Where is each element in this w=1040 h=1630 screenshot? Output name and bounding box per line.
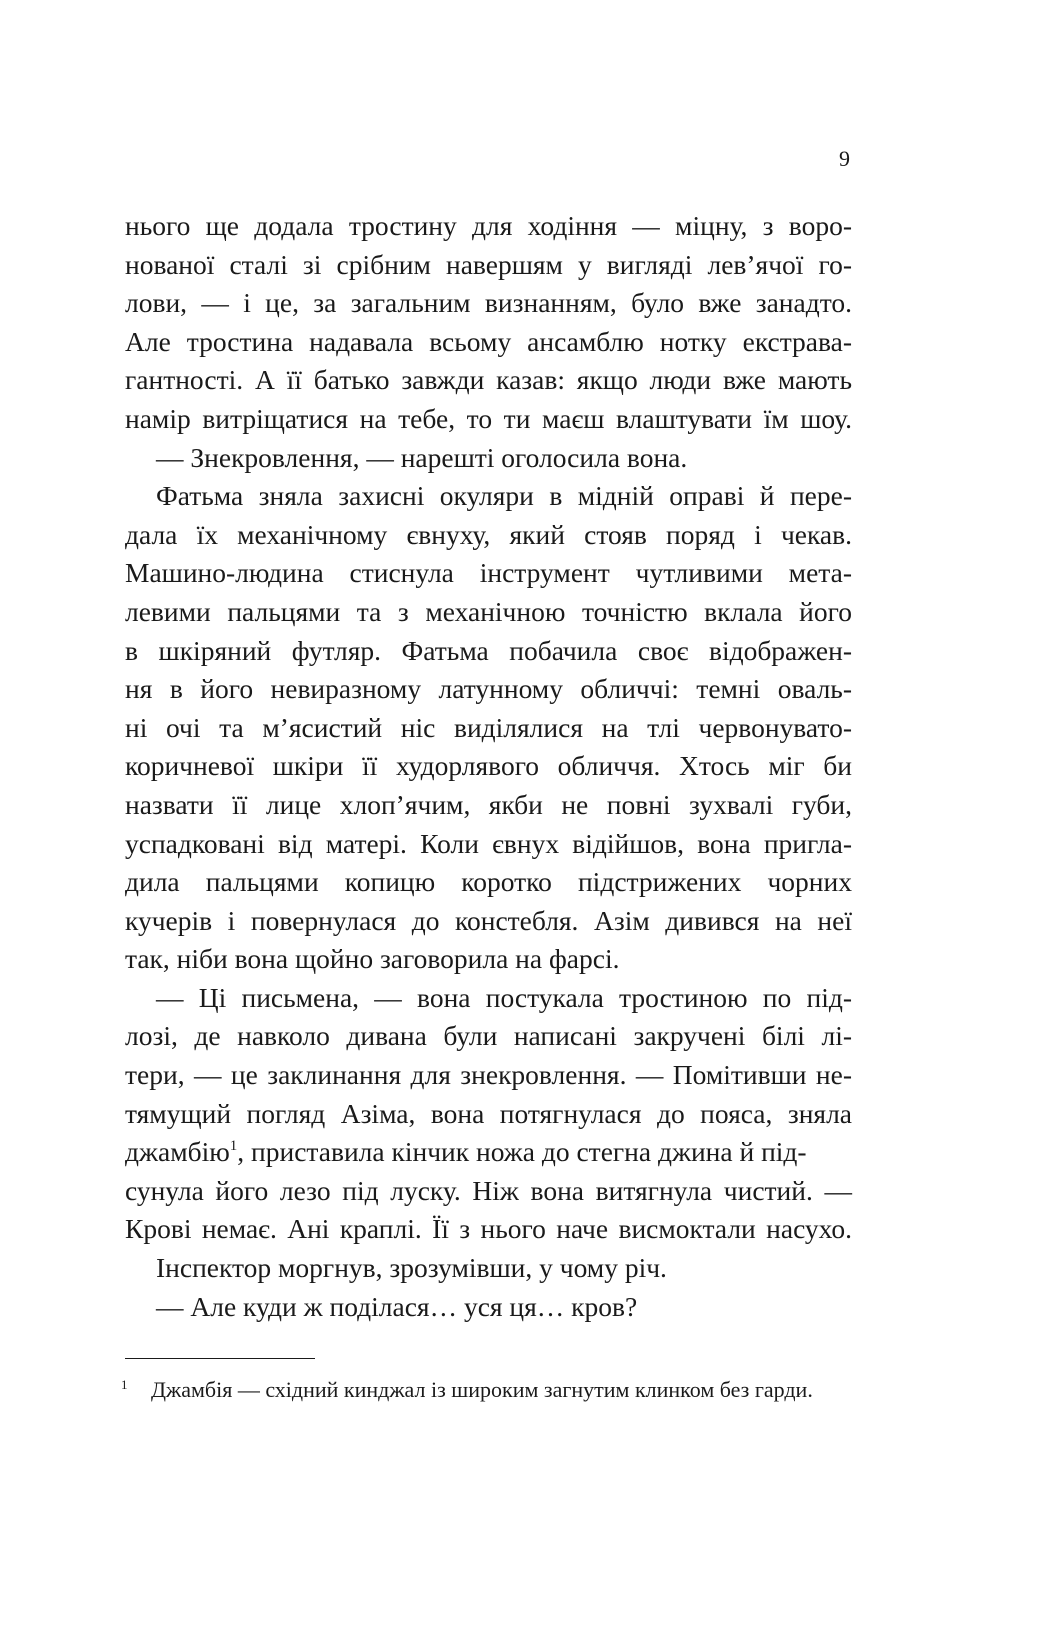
text-line: дила пальцями копицю коротко підстрижених чорних [125,866,852,898]
text-line: лови, — і це, за загальним визнанням, було вже занадто. [125,287,852,319]
text-line: тямущий погляд Азіма, вона потягнулася до пояса, зняла [125,1097,852,1129]
text-line: назвати її лице хлоп’ячим, якби не повні зухвалі губи, [125,788,852,820]
text-line: тери, — це заклинання для знекровлення. — Помітивши не- [125,1059,852,1091]
text-line: сунула його лезо під луску. Ніж вона витягнула чистий. — [125,1174,852,1206]
text-line [125,1133,852,1172]
body-text [125,207,852,1326]
text-line: ні очі та м’ясистий ніс виділялися на тлі червонувато- [125,711,852,743]
text-line: нованої сталі зі срібним навершям у вигляді лев’ячої го- [125,248,852,280]
footnote-reference: 1 [229,1138,238,1155]
text-line: так, ніби вона щойно заговорила на фарсі. [125,943,620,975]
text-line: — Але куди ж поділася… уся ця… кров? [156,1290,638,1322]
footnote-text: Джамбія — східний кинджал із широким загнутим клинком без гарди. [151,1377,813,1402]
text-line: Фатьма зняла захисні окуляри в мідній оправі й пере- [156,480,852,512]
text-line: в шкіряний футляр. Фатьма побачила своє відображен- [125,634,852,666]
page-number: 9 [839,146,850,171]
text-line: лозі, де навколо дивана були написані закручені білі лі- [125,1020,852,1052]
text-line: левими пальцями та з механічною точністю вклала його [125,595,852,627]
text-line: Крові немає. Ані краплі. Її з нього наче висмоктали насухо. [125,1213,852,1245]
text-line: гантності. А її батько завжди казав: якщо люди вже мають [125,364,852,396]
text-line: намір витріщатися на тебе, то ти маєш влаштувати їм шоу. [125,402,852,434]
text-line: дала їх механічному євнуху, який стояв поряд і чекав. [125,518,852,550]
text-line: ня в його невиразному латунному обличчі: темні оваль- [125,673,852,705]
footnote-divider [125,1358,315,1359]
text-line: нього ще додала тростину для ходіння — міцну, з воро- [125,210,852,241]
text-line: Машино-людина стиснула інструмент чутливими мета- [125,557,852,589]
text-line: — Знекровлення, — нарешті оголосила вона. [156,441,688,473]
text-line: — Ці письмена, — вона постукала тростиною по під- [156,981,852,1013]
text-line: Але тростина надавала всьому ансамблю нотку екстрава- [125,325,852,357]
text-line: успадковані від матері. Коли євнух відійшов, вона пригла- [125,827,852,859]
text-line: кучерів і повернулася до констебля. Азім дивився на неї [125,904,852,936]
text-fragment: , [237,1136,245,1168]
text-fragment: приставила кінчик ножа до стегна джина й під- [251,1136,807,1168]
text-line: Інспектор моргнув, зрозумівши, у чому річ. [156,1252,667,1284]
text-fragment: джамбію [125,1136,230,1168]
footnote: 1 Джамбія — східний кинджал із широким загнутим клинком без гарди. [121,1377,813,1402]
text-line: коричневої шкіри її худорлявого обличчя. Хтось міг би [125,750,852,782]
